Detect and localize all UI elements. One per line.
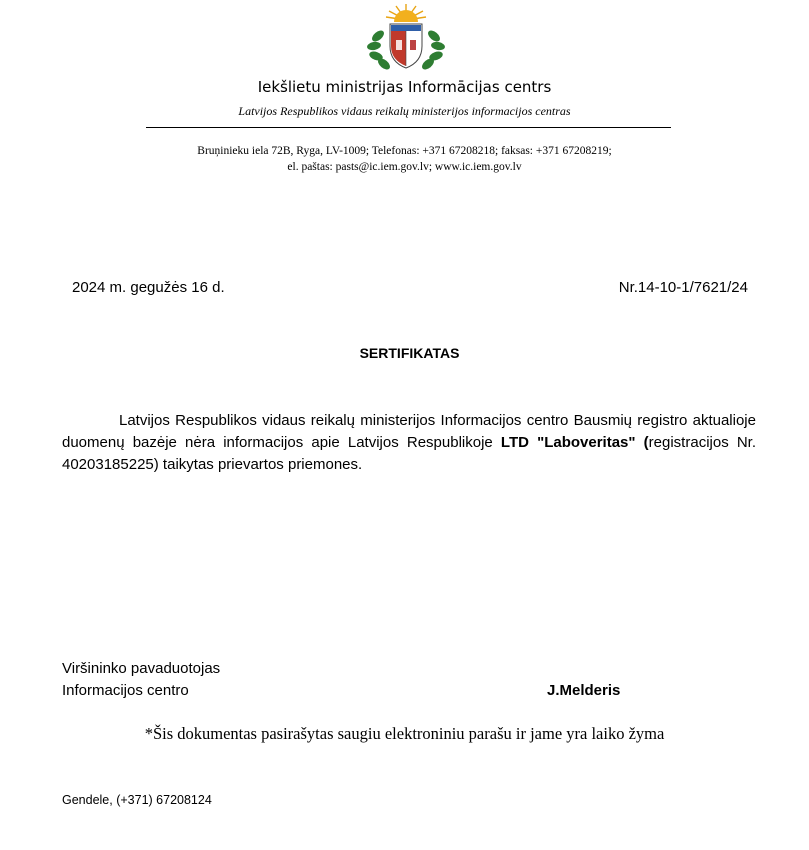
document-number: Nr.14-10-1/7621/24	[618, 279, 748, 296]
company-name: LTD "Laboveritas"	[500, 434, 636, 451]
signer-position-line-1: Viršininko pavaduotojas	[62, 660, 221, 677]
body-text-part-2: registracijos Nr. 40203185225) taikytas prievartos priemones.	[62, 434, 757, 473]
document-date: 2024 m. gegužės 16 d.	[72, 279, 225, 296]
signer-name: J.Melderis	[547, 682, 621, 699]
certificate-body	[62, 410, 756, 476]
document-title: SERTIFIKATAS	[359, 345, 460, 361]
body-text-part-1: Latvijos Respublikos vidaus reikalų ministerijos Informacijos centro Bausmių registro aktualioje duomenų bazėje nėra informacijos apie Latvijos Respublikoje	[62, 412, 756, 451]
coat-of-arms-emblem	[360, 2, 452, 72]
body-bold-paren: (	[635, 434, 649, 451]
address-line-1: Bruņinieku iela 72B, Ryga, LV-1009; Telefonas: +371 67208218; faksas: +371 67208219;	[197, 145, 612, 157]
footer-contact: Gendele, (+371) 67208124	[62, 793, 212, 807]
organization-name-lithuanian: Latvijos Respublikos vidaus reikalų ministerijos informacijos centras	[238, 104, 571, 118]
e-signature-notice: *Šis dokumentas pasirašytas saugiu elektroniniu parašu ir jame yra laiko žyma	[144, 724, 665, 743]
latvia-coat-of-arms-icon	[360, 2, 452, 72]
header-divider	[146, 127, 671, 128]
address-line-2: el. paštas: pasts@ic.iem.gov.lv; www.ic.iem.gov.lv	[287, 161, 522, 173]
signer-position-line-2: Informacijos centro	[62, 682, 189, 699]
organization-name: Iekšlietu ministrijas Informācijas centrs	[257, 78, 552, 96]
